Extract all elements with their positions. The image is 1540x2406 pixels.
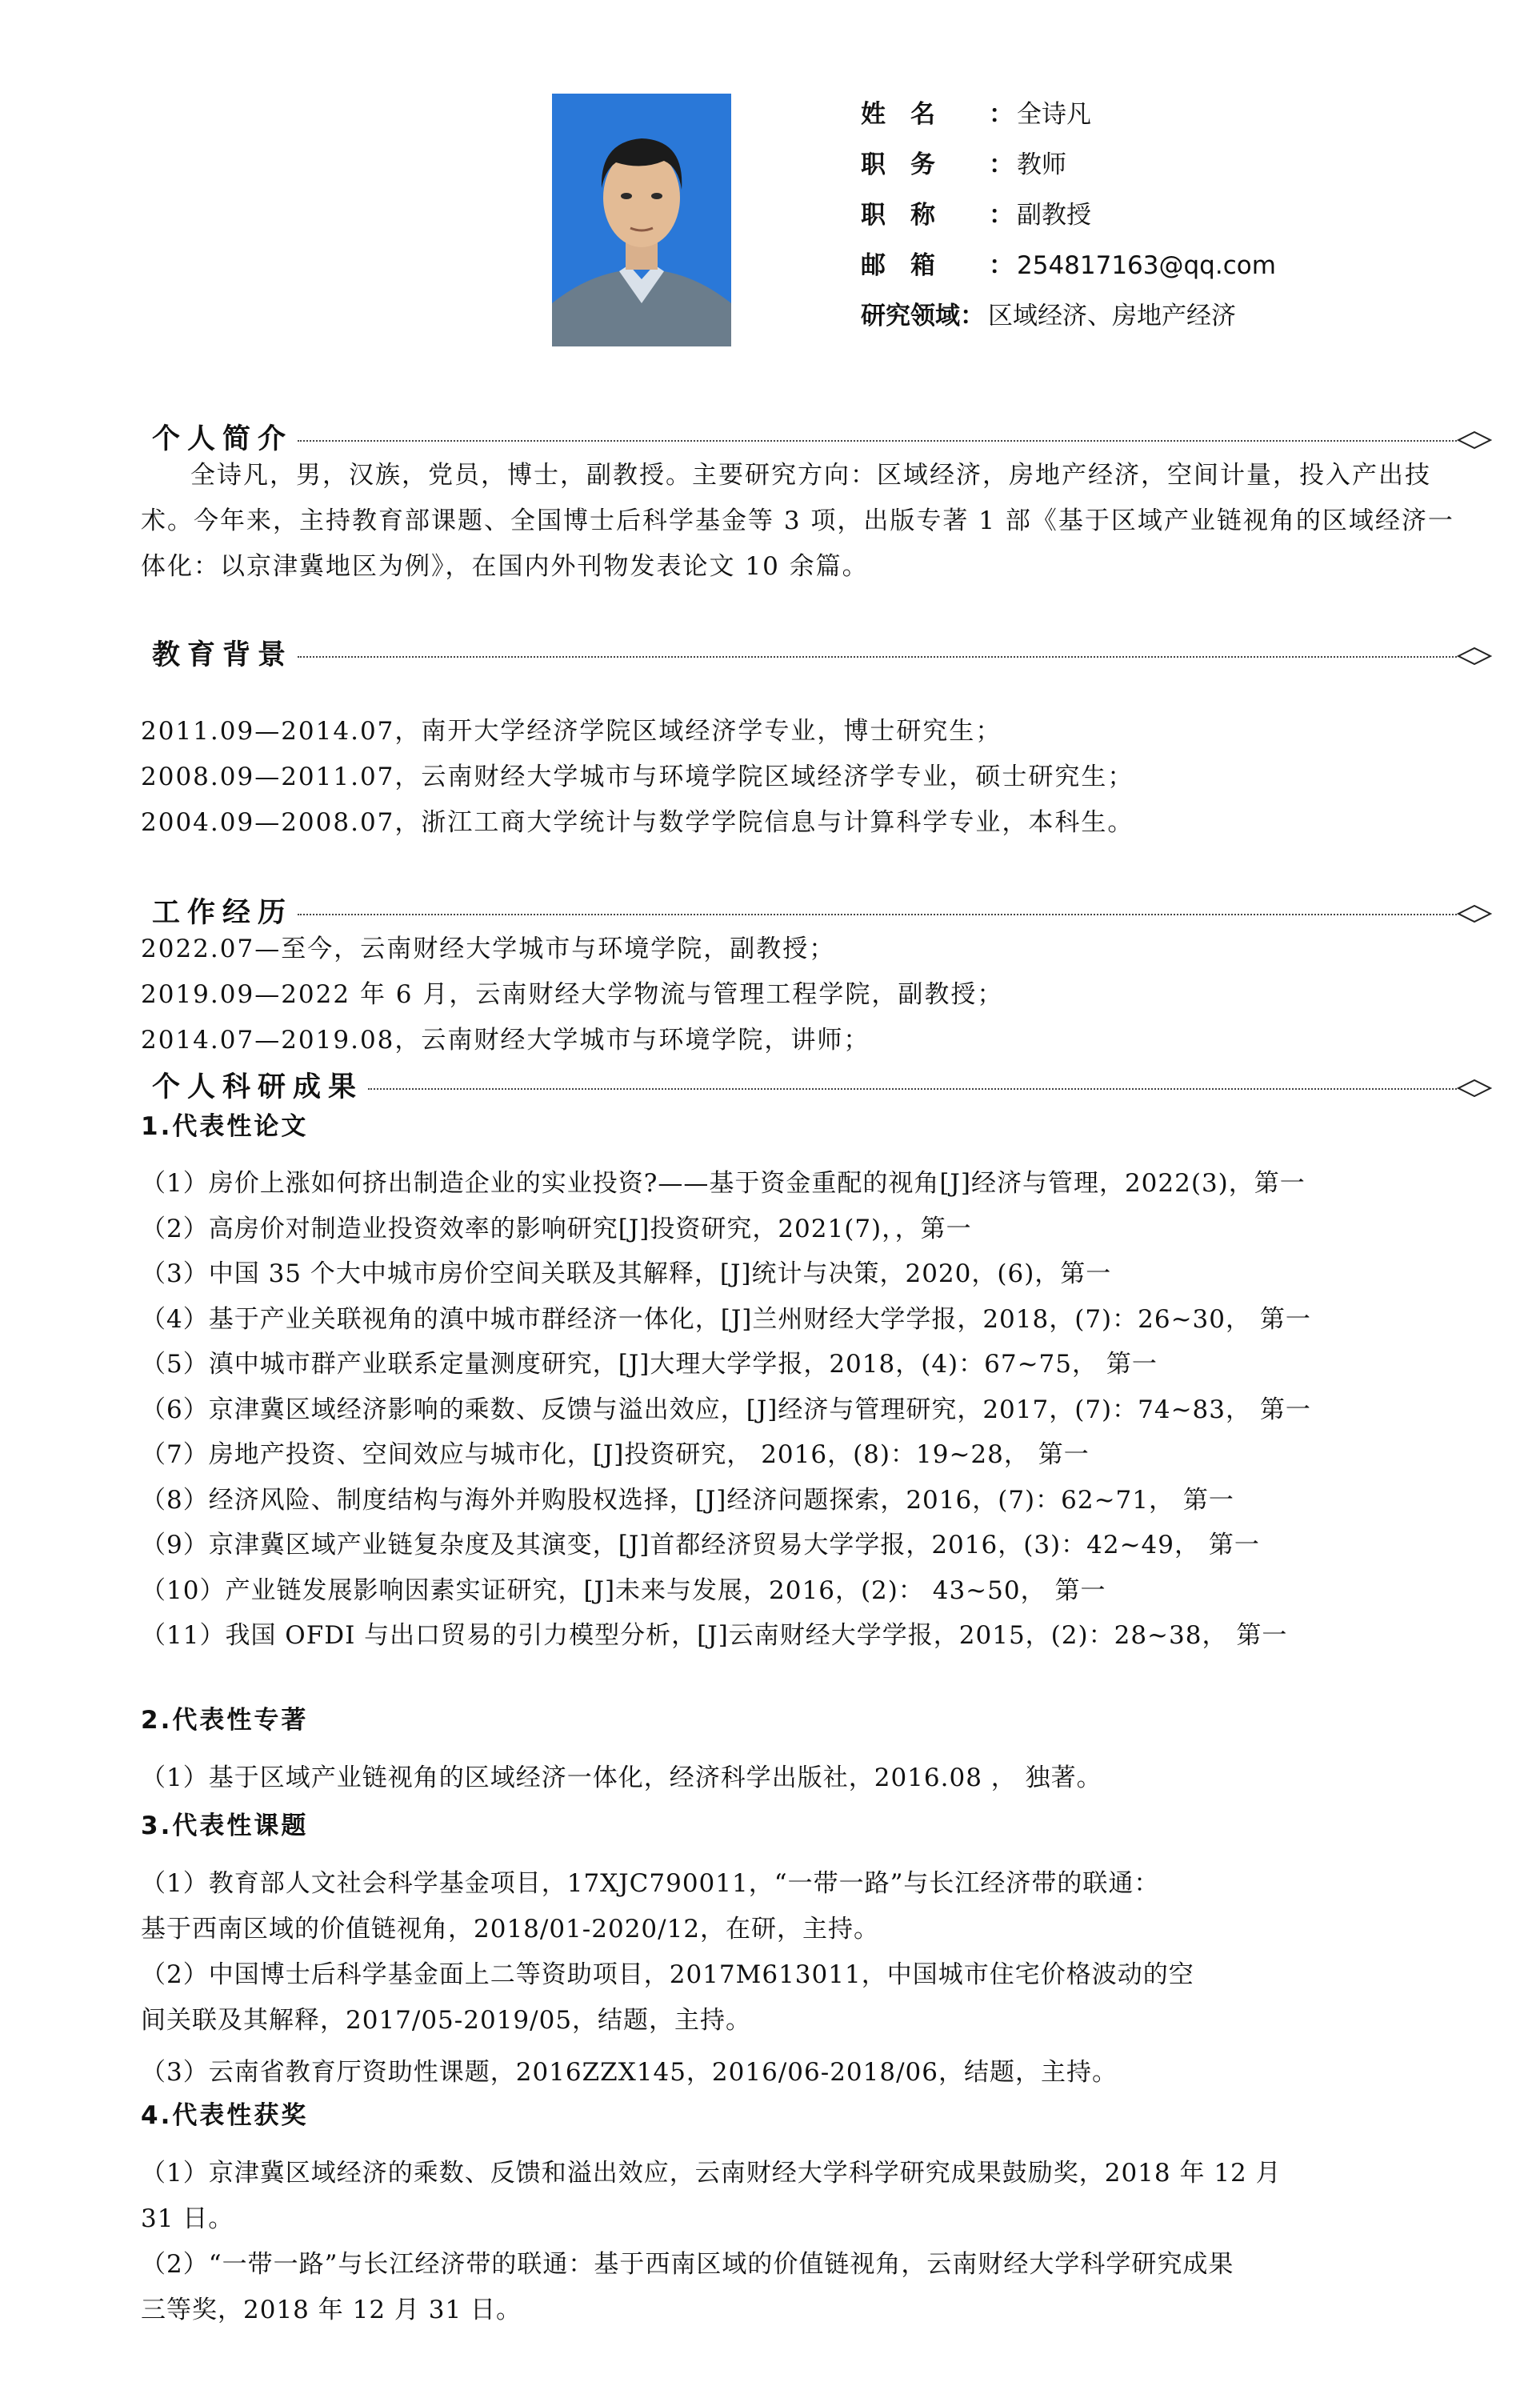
paper-item: （4）基于产业关联视角的滇中城市群经济一体化，[J]兰州财经大学学报，2018，(7)：26~30， 第一: [141, 1304, 1311, 1334]
email-row: [861, 241, 1517, 291]
projects-heading: 3.代表性课题: [141, 1812, 309, 1840]
award-item: 三等奖，2018 年 12 月 31 日。: [141, 2296, 522, 2324]
paper-item: （8）经济风险、制度结构与海外并购股权选择，[J]经济问题探索，2016，(7)：62~71， 第一: [141, 1485, 1234, 1515]
section-research-heading: [152, 1061, 1492, 1109]
work-item: 2022.07—至今，云南财经大学城市与环境学院，副教授；: [141, 935, 836, 963]
diamond-icon: [1457, 430, 1492, 450]
colon: ：: [960, 302, 985, 330]
intro-text: 全诗凡，男，汉族，党员，博士，副教授。主要研究方向：区域经济，房地产经济，空间计量，投入产出技术。今年来，主持教育部课题、全国博士后科学基金等 3 项，出版专著 1 部《基于区域产业链视角的区域经济一体化：以京津冀地区为例》，在国内外刊物发表论文 10 余篇。: [141, 461, 1454, 581]
paper-item: （1）房价上涨如何挤出制造企业的实业投资?——基于资金重配的视角[J]经济与管理，2022(3)，第一: [141, 1169, 1306, 1198]
projects-list: [141, 1861, 1469, 2096]
award-item: （1）京津冀区域经济的乘数、反馈和溢出效应，云南财经大学科学研究成果鼓励奖，2018 年 12 月: [141, 2159, 1282, 2188]
award-item: （2）“一带一路”与长江经济带的联通：基于西南区域的价值链视角，云南财经大学科学研究成果: [141, 2250, 1234, 2279]
name-label: 姓 名: [861, 100, 935, 129]
project-item: 间关联及其解释，2017/05-2019/05，结题，主持。: [141, 2006, 752, 2035]
work-item: 2019.09—2022 年 6 月，云南财经大学物流与管理工程学院，副教授；: [141, 980, 1004, 1009]
duty-value: 教师: [1017, 150, 1066, 179]
section-title: 个人科研成果: [152, 1071, 364, 1103]
colon: ：: [989, 100, 1014, 129]
colon: ：: [989, 201, 1014, 230]
project-item: （1）教育部人文社会科学基金项目，17XJC790011，“一带一路”与长江经济带的联通：: [141, 1869, 1160, 1898]
paper-item: （11）我国 OFDI 与出口贸易的引力模型分析，[J]云南财经大学学报，2015，(2)：28~38， 第一: [141, 1621, 1288, 1650]
project-item: （2）中国博士后科学基金面上二等资助项目，2017M613011，中国城市住宅价格波动的空: [141, 1960, 1194, 1989]
profile-photo: [552, 94, 731, 346]
work-list: [141, 927, 1469, 1063]
diamond-icon: [1457, 647, 1492, 666]
paper-item: （2）高房价对制造业投资效率的影响研究[J]投资研究，2021(7)，，第一: [141, 1214, 972, 1243]
title-value: 副教授: [1017, 201, 1091, 230]
colon: ：: [989, 150, 1014, 179]
education-item: 2011.09—2014.07，南开大学经济学院区域经济学专业，博士研究生；: [141, 717, 1002, 746]
title-row: [861, 190, 1517, 241]
email-label: 邮 箱: [861, 251, 935, 280]
name-row: [861, 90, 1517, 140]
books-heading: 2.代表性专著: [141, 1706, 309, 1735]
dotted-rule: [368, 1088, 1457, 1090]
name-value: 全诗凡: [1017, 100, 1091, 129]
section-title: 教育背景: [152, 639, 294, 671]
book-item: （1）基于区域产业链视角的区域经济一体化，经济科学出版社，2016.08 ， 独著。: [141, 1763, 1102, 1792]
project-item: 基于西南区域的价值链视角，2018/01-2020/12，在研，主持。: [141, 1915, 880, 1944]
section-education-heading: [152, 629, 1492, 677]
field-row: [861, 291, 1517, 342]
education-item: 2008.09—2011.07，云南财经大学城市与环境学院区域经济学专业，硕士研究生；: [141, 763, 1134, 791]
books-list: [141, 1755, 1469, 1801]
section-title: 工作经历: [152, 897, 294, 929]
paper-item: （6）京津冀区域经济影响的乘数、反馈与溢出效应，[J]经济与管理研究，2017，(7)：74~83， 第一: [141, 1395, 1311, 1424]
papers-heading: 1.代表性论文: [141, 1112, 309, 1141]
dotted-rule: [298, 656, 1457, 658]
paper-item: （3）中国 35 个大中城市房价空间关联及其解释，[J]统计与决策，2020，(6)，第一: [141, 1259, 1112, 1288]
diamond-icon: [1457, 1079, 1492, 1098]
email-value[interactable]: 254817163@qq.com: [1017, 251, 1276, 280]
education-list: [141, 709, 1469, 846]
dotted-rule: [298, 440, 1457, 442]
paper-item: （9）京津冀区域产业链复杂度及其演变，[J]首都经济贸易大学学报，2016，(3)：42~49， 第一: [141, 1531, 1260, 1559]
section-title: 个人简介: [152, 423, 294, 455]
awards-list: [141, 2151, 1469, 2333]
colon: ：: [989, 251, 1014, 280]
paper-item: （10）产业链发展影响因素实证研究，[J]未来与发展，2016，(2)： 43~50， 第一: [141, 1575, 1106, 1605]
profile-info: [861, 90, 1517, 342]
work-item: 2014.07—2019.08，云南财经大学城市与环境学院，讲师；: [141, 1026, 870, 1055]
duty-label: 职 务: [861, 150, 935, 179]
award-item: 31 日。: [141, 2204, 234, 2233]
intro-paragraph: [141, 453, 1469, 590]
papers-list: [141, 1161, 1469, 1659]
awards-heading: 4.代表性获奖: [141, 2101, 309, 2130]
paper-item: （7）房地产投资、空间效应与城市化，[J]投资研究， 2016，(8)：19~28， 第一: [141, 1440, 1090, 1469]
field-label: 研究领域: [861, 302, 960, 330]
field-value: 区域经济、房地产经济: [988, 302, 1236, 330]
dotted-rule: [298, 914, 1457, 915]
duty-row: [861, 140, 1517, 190]
title-label: 职 称: [861, 201, 935, 230]
education-item: 2004.09—2008.07，浙江工商大学统计与数学学院信息与计算科学专业，本科生。: [141, 808, 1134, 837]
paper-item: （5）滇中城市群产业联系定量测度研究，[J]大理大学学报，2018，(4)：67~75， 第一: [141, 1350, 1158, 1379]
diamond-icon: [1457, 904, 1492, 923]
project-item: （3）云南省教育厅资助性课题，2016ZZX145，2016/06-2018/06，结题，主持。: [141, 2058, 1118, 2087]
